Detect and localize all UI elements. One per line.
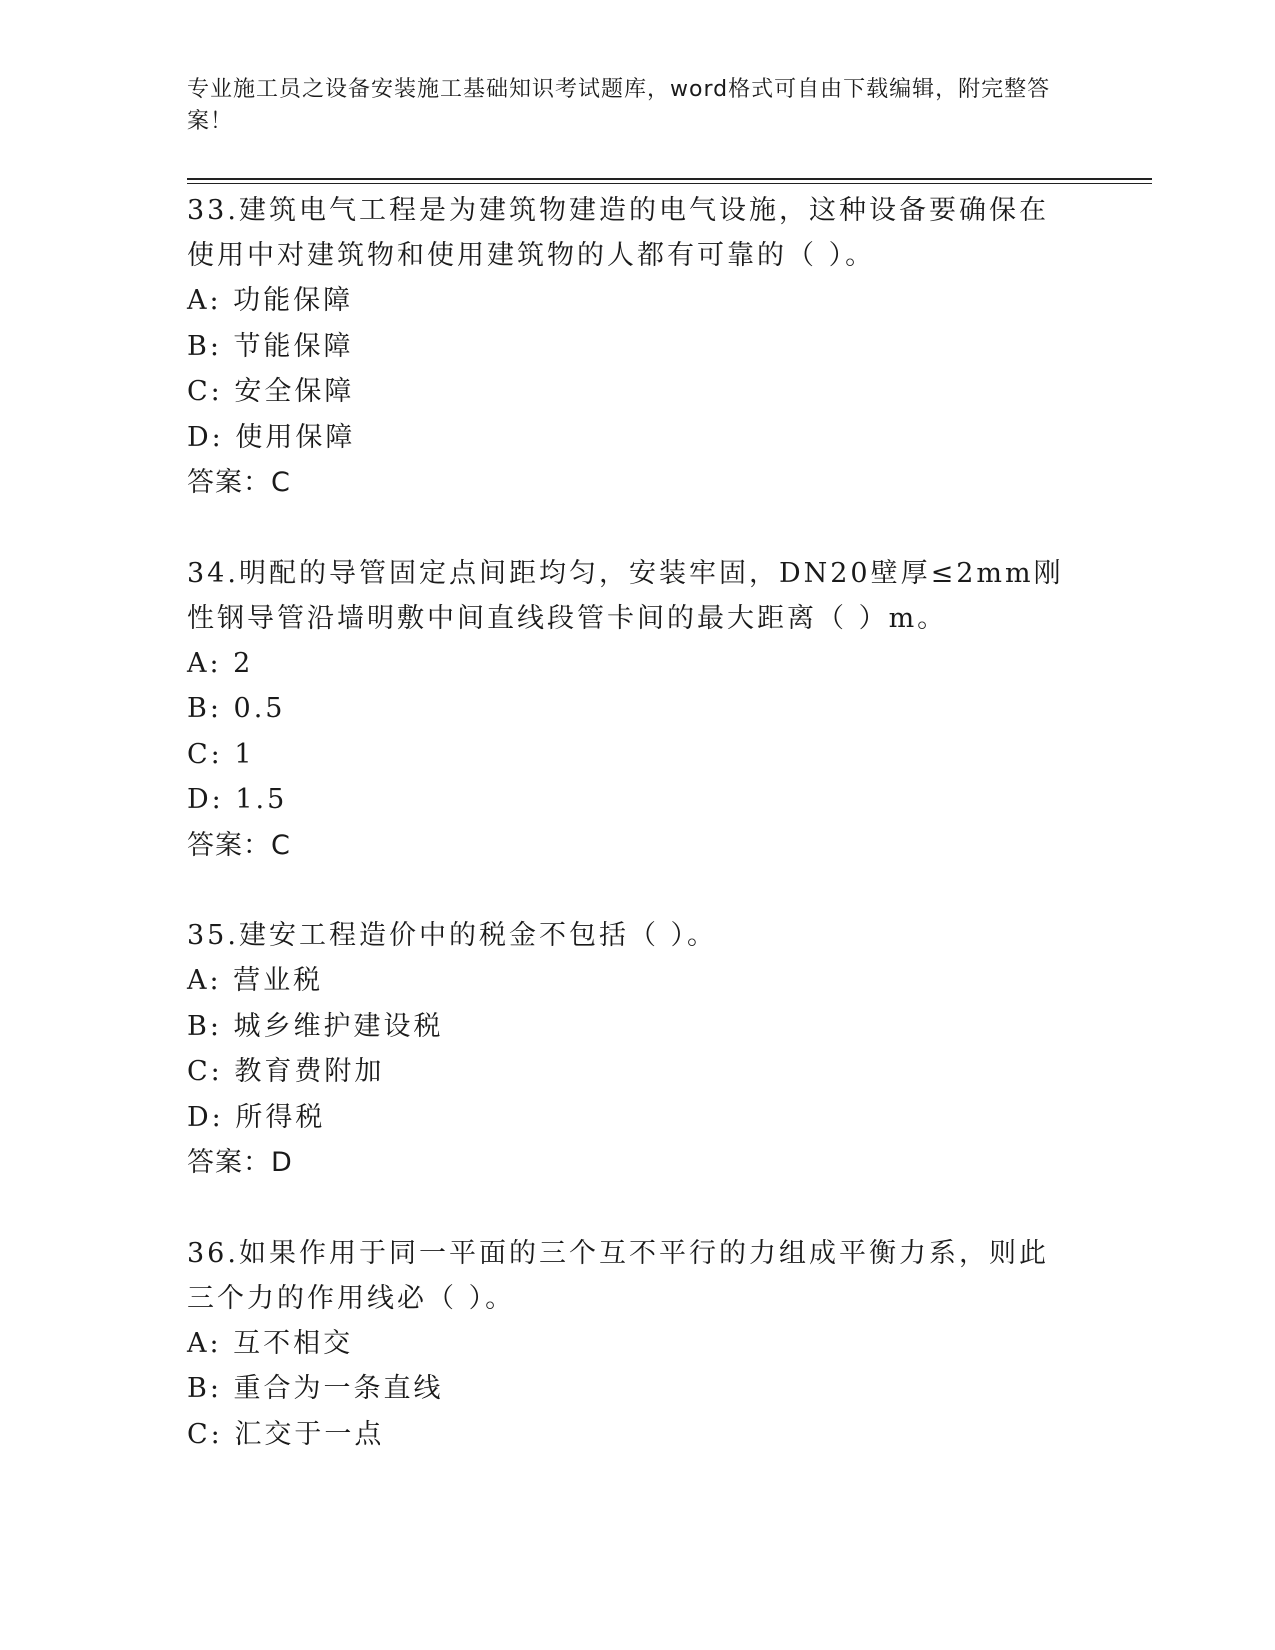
question-spacer (187, 506, 1067, 551)
header-divider-thin (187, 183, 1152, 184)
option-b: B: 城乡维护建设税 (187, 1010, 444, 1042)
question-spacer (187, 868, 1067, 913)
option-a: A: 功能保障 (187, 285, 354, 316)
question-33 (187, 188, 1067, 506)
option-c: C: 教育费附加 (187, 1056, 385, 1087)
option-d: D: 使用保障 (187, 421, 356, 453)
option-d: D: 所得税 (187, 1101, 326, 1133)
question-36 (187, 1231, 1067, 1458)
option-c: C: 汇交于一点 (187, 1418, 385, 1450)
option-b: B: 重合为一条直线 (187, 1373, 444, 1404)
question-spacer (187, 1186, 1067, 1231)
option-b: B: 0.5 (187, 693, 286, 724)
question-stem: 33.建筑电气工程是为建筑物建造的电气设施，这种设备要确保在使用中对建筑物和使用建筑物的人都有可靠的（ ）。 (187, 195, 1049, 271)
option-d: D: 1.5 (187, 784, 288, 815)
question-stem: 34.明配的导管固定点间距均匀，安装牢固，DN20壁厚≤2mm刚性钢导管沿墙明敷中间直线段管卡间的最大距离（ ）m。 (187, 557, 1064, 634)
answer-line: 答案：C (187, 829, 291, 861)
question-list (187, 188, 1067, 1457)
header-divider-thick (187, 178, 1152, 180)
answer-line: 答案：D (187, 1147, 293, 1178)
option-a: A: 互不相交 (187, 1327, 354, 1359)
question-stem: 36.如果作用于同一平面的三个互不平行的力组成平衡力系，则此三个力的作用线必（ ）。 (187, 1237, 1049, 1314)
option-c: C: 安全保障 (187, 376, 355, 407)
option-c: C: 1 (187, 738, 255, 770)
question-34 (187, 551, 1067, 869)
option-a: A: 2 (187, 647, 254, 679)
option-b: B: 节能保障 (187, 330, 354, 362)
document-header: 专业施工员之设备安装施工基础知识考试题库，word格式可自由下载编辑，附完整答案！ (187, 77, 1051, 134)
answer-line: 答案：C (187, 467, 291, 498)
option-a: A: 营业税 (187, 965, 324, 996)
question-35 (187, 913, 1067, 1186)
question-stem: 35.建安工程造价中的税金不包括（ ）。 (187, 920, 718, 951)
